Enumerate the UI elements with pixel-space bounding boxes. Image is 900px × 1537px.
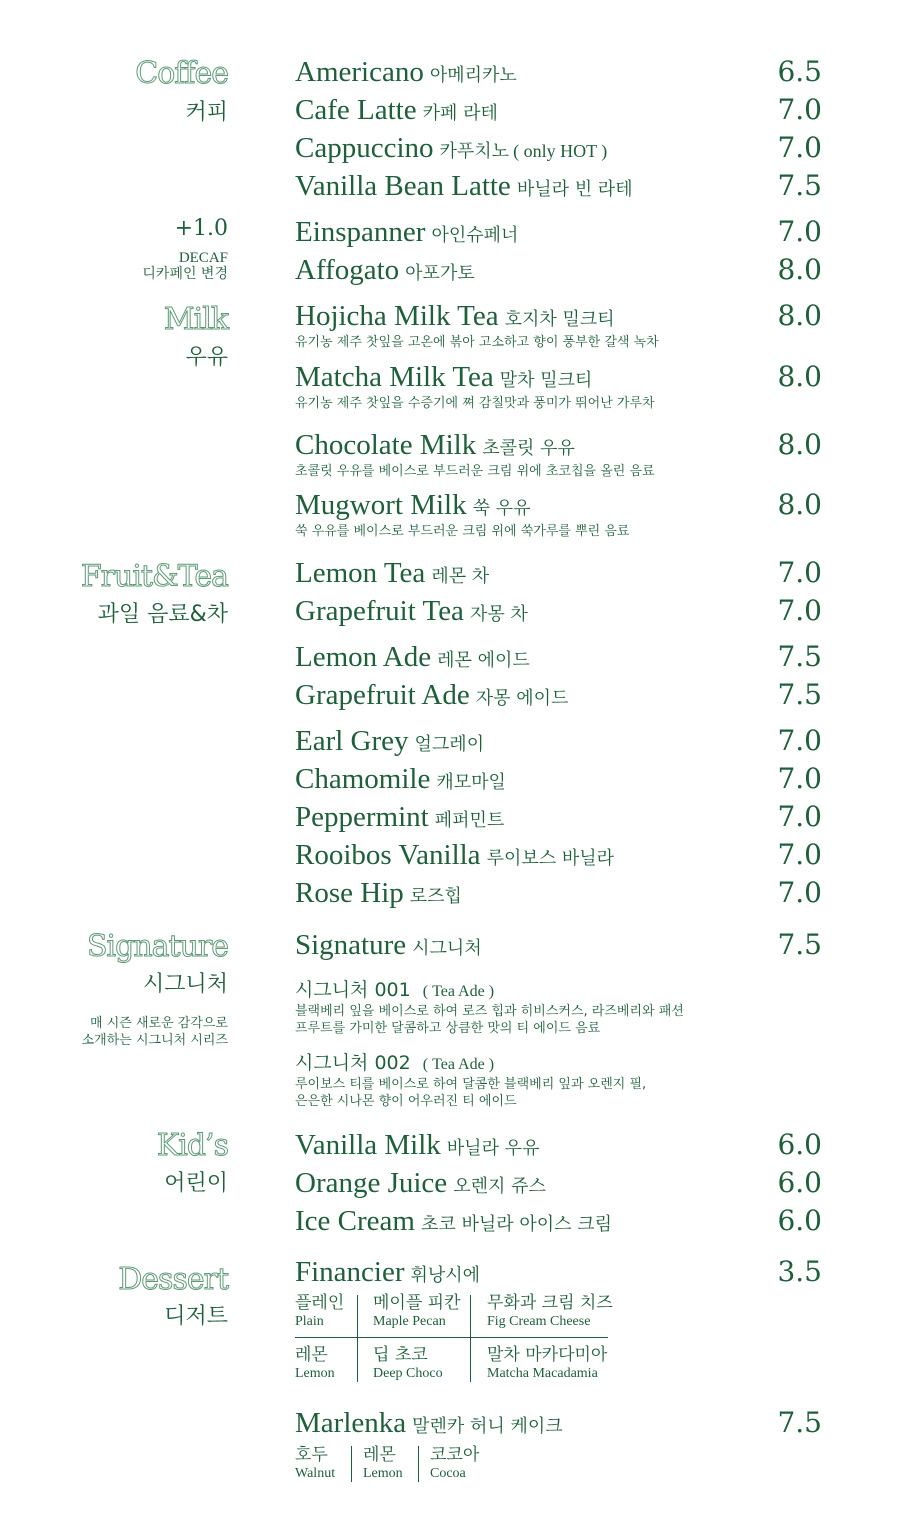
item-price: 8.0: [777, 428, 822, 461]
item-price: 7.5: [777, 169, 822, 202]
item-price: 7.5: [777, 928, 822, 961]
flavor-cell: 플레인 Plain: [295, 1293, 345, 1329]
menu-item: Mugwort Milk 쑥 우유: [295, 489, 531, 521]
item-price: 7.5: [777, 1406, 822, 1439]
menu-item: Lemon Ade 레몬 에이드: [295, 641, 530, 673]
menu-item: Affogato 아포가토: [295, 254, 475, 286]
category-dessert-ko: 디저트: [164, 1304, 228, 1329]
item-price: 7.0: [777, 724, 822, 757]
category-coffee-ko: 커피: [185, 100, 228, 125]
signature-sub-desc: 은은한 시나몬 향이 어우러진 티 에이드: [295, 1094, 517, 1109]
menu-item: Lemon Tea 레몬 차: [295, 557, 490, 589]
menu-item: Cappuccino 카푸치노 ( only HOT ): [295, 132, 608, 164]
item-price: 7.0: [777, 762, 822, 795]
item-price: 7.0: [777, 131, 822, 164]
grid-divider: [295, 1337, 608, 1338]
category-milk-en: Milk: [163, 302, 228, 337]
menu-item: Chocolate Milk 초콜릿 우유: [295, 429, 575, 461]
flavor-cell: 메이플 피칸 Maple Pecan: [373, 1293, 461, 1329]
item-price: 6.0: [777, 1166, 822, 1199]
category-kids-ko: 어린이: [164, 1171, 228, 1196]
item-price: 7.0: [777, 594, 822, 627]
signature-desc-line1: 매 시즌 새로운 감각으로: [90, 1016, 228, 1031]
menu-item: Rooibos Vanilla 루이보스 바닐라: [295, 839, 614, 871]
menu-item: Matcha Milk Tea 말차 밀크티: [295, 361, 593, 393]
grid-divider: [418, 1446, 419, 1482]
signature-sub-item: 시그니처 002 ( Tea Ade ): [295, 1052, 495, 1074]
category-fruit-ko: 과일 음료&차: [97, 602, 228, 627]
flavor-cell: 호두 Walnut: [295, 1445, 336, 1481]
item-price: 7.0: [777, 876, 822, 909]
menu-item: Einspanner 아인슈페너: [295, 216, 519, 248]
menu-item: Hojicha Milk Tea 호지차 밀크티: [295, 300, 615, 332]
menu-item: Vanilla Bean Latte 바닐라 빈 라테: [295, 170, 633, 202]
item-description: 유기농 제주 찻잎을 수증기에 쪄 감칠맛과 풍미가 뛰어난 가루차: [295, 396, 655, 411]
item-price: 7.5: [777, 678, 822, 711]
menu-item: Chamomile 캐모마일: [295, 763, 506, 795]
item-price: 8.0: [777, 360, 822, 393]
menu-item: Orange Juice 오렌지 쥬스: [295, 1167, 546, 1199]
menu-item: Vanilla Milk 바닐라 우유: [295, 1129, 540, 1161]
item-price: 7.0: [777, 838, 822, 871]
decaf-label-en: DECAF: [178, 250, 228, 266]
menu-item: Americano 아메리카노: [295, 56, 517, 88]
item-description: 초콜릿 우유를 베이스로 부드러운 크림 위에 초코칩을 올린 음료: [295, 464, 655, 479]
signature-sub-desc: 루이보스 티를 베이스로 하여 달콤한 블랙베리 잎과 오렌지 필,: [295, 1077, 647, 1092]
category-signature-en: Signature: [86, 929, 228, 964]
item-price: 7.5: [777, 640, 822, 673]
decaf-label-ko: 디카페인 변경: [142, 266, 228, 282]
signature-sub-desc: 프루트를 가미한 달콤하고 상큼한 맛의 티 에이드 음료: [295, 1021, 601, 1036]
item-price: 7.0: [777, 800, 822, 833]
item-description: 유기농 제주 찻잎을 고온에 볶아 고소하고 향이 풍부한 갈색 녹차: [295, 335, 659, 350]
item-price: 7.0: [777, 556, 822, 589]
grid-divider: [357, 1295, 358, 1382]
menu-item: Grapefruit Tea 자몽 차: [295, 595, 528, 627]
category-kids-en: Kid’s: [156, 1128, 228, 1163]
category-milk-ko: 우유: [185, 345, 228, 370]
item-description: 쑥 우유를 베이스로 부드러운 크림 위에 쑥가루를 뿌린 음료: [295, 524, 630, 539]
item-price: 6.0: [777, 1128, 822, 1161]
item-price: 8.0: [777, 488, 822, 521]
category-fruit-en: Fruit&Tea: [80, 559, 228, 594]
grid-divider: [351, 1446, 352, 1482]
signature-desc-line2: 소개하는 시그니처 시리즈: [81, 1033, 228, 1048]
menu-item: Financier 휘낭시에: [295, 1256, 481, 1288]
category-dessert-en: Dessert: [118, 1262, 228, 1297]
menu-item: Grapefruit Ade 자몽 에이드: [295, 679, 569, 711]
flavor-cell: 딥 초코 Deep Choco: [373, 1345, 443, 1381]
item-price: 7.0: [777, 215, 822, 248]
item-price: 6.5: [777, 55, 822, 88]
signature-sub-item: 시그니처 001 ( Tea Ade ): [295, 979, 495, 1001]
decaf-surcharge: +1.0: [174, 216, 228, 241]
menu-item: Marlenka 말렌카 허니 케이크: [295, 1407, 563, 1439]
flavor-cell: 무화과 크림 치즈 Fig Cream Cheese: [487, 1293, 613, 1329]
flavor-cell: 레몬 Lemon: [363, 1445, 403, 1481]
menu-item: Signature 시그니처: [295, 929, 482, 961]
menu-item: Cafe Latte 카페 라테: [295, 94, 498, 126]
menu-item: Earl Grey 얼그레이: [295, 725, 485, 757]
flavor-cell: 말차 마카다미아 Matcha Macadamia: [487, 1345, 608, 1381]
item-price: 3.5: [777, 1255, 822, 1288]
flavor-cell: 코코아 Cocoa: [430, 1445, 480, 1481]
grid-divider: [470, 1295, 471, 1382]
menu-item: Rose Hip 로즈힙: [295, 877, 462, 909]
signature-sub-desc: 블랙베리 잎을 베이스로 하여 로즈 힙과 히비스커스, 라즈베리와 패션: [295, 1004, 684, 1019]
item-price: 8.0: [777, 299, 822, 332]
flavor-cell: 레몬 Lemon: [295, 1345, 335, 1381]
category-signature-ko: 시그니처: [142, 972, 228, 997]
menu-item: Peppermint 페퍼민트: [295, 801, 505, 833]
category-coffee-en: Coffee: [135, 56, 228, 91]
item-price: 6.0: [777, 1204, 822, 1237]
item-price: 7.0: [777, 93, 822, 126]
item-price: 8.0: [777, 253, 822, 286]
menu-item: Ice Cream 초코 바닐라 아이스 크림: [295, 1205, 612, 1237]
